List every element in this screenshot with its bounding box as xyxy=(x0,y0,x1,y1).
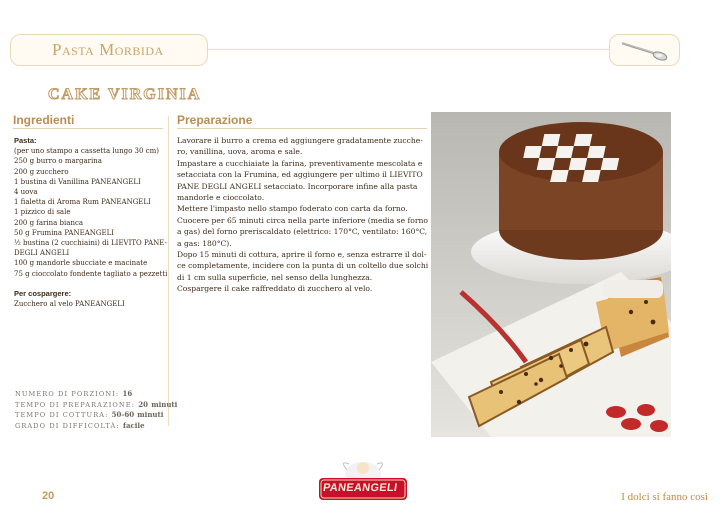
prep-time-unit: minuti xyxy=(151,399,178,409)
ingredients-heading-rule xyxy=(13,128,163,129)
ingredient-line: (per uno stampo a cassetta lungo 30 cm) xyxy=(14,147,159,156)
paneangeli-logo-text: PANEANGELI xyxy=(322,482,399,494)
ingredient-line: DEGLI ANGELI xyxy=(14,249,70,258)
prep-time-label: TEMPO DI PREPARAZIONE: xyxy=(15,400,136,409)
preparation-heading-rule xyxy=(177,128,427,129)
preparation-text xyxy=(177,135,429,295)
cook-time-label: TEMPO DI COTTURA: xyxy=(15,411,109,420)
ingredients-label-topping: Per cospargere: xyxy=(14,288,72,298)
ingredient-line: 1 pizzico di sale xyxy=(14,208,71,217)
difficulty-label: GRADO DI DIFFICOLTÀ: xyxy=(15,421,120,430)
prep-step: Lavorare il burro a crema ed aggiungere gradatamente zucche-ro, vanillina, uova, aroma e sale. xyxy=(177,136,423,157)
prep-step: Cospargere il cake raffreddato di zucchero al velo. xyxy=(177,284,373,294)
ingredient-line: 100 g mandorle sbucciate e macinate xyxy=(14,259,148,268)
prep-step: Impastare a cucchiaiate la farina, preventivamente mescolata e setacciata con la Frumina, ed aggiungere per ultimo il LIEVITO PANE DEGLI ANGELI setacciato. Incorporare infine alla pasta mandorle e cioccolato. xyxy=(177,158,423,203)
cook-time-value: 50-60 xyxy=(111,410,135,420)
ingredient-line: 200 g zucchero xyxy=(14,167,69,176)
ingredients-label-dough: Pasta: xyxy=(14,136,37,145)
header-rule xyxy=(206,49,610,50)
recipe-meta xyxy=(15,389,177,431)
prep-step: Mettere l'impasto nello stampo foderato con carta da forno. xyxy=(177,204,408,214)
cook-time-unit: minuti xyxy=(137,410,164,420)
section-title: Pasta Morbida xyxy=(52,40,164,59)
difficulty-value: facile xyxy=(122,420,145,430)
cake-photo xyxy=(431,112,671,437)
recipe-title: CAKE VIRGINIA xyxy=(48,86,202,103)
portions-value: 16 xyxy=(122,389,133,398)
spoon-icon xyxy=(609,34,680,66)
book-title: I dolci si fanno così xyxy=(621,491,708,503)
ingredient-line: 200 g farina bianca xyxy=(14,218,84,227)
ingredients-list xyxy=(14,136,168,309)
paneangeli-logo xyxy=(313,454,413,504)
prep-step: Cuocere per 65 minuti circa nella parte inferiore (media se forno a gas) del forno preriscaldato (elettrico: 170°C, ventilato: 160°C, a gas: 180°C). xyxy=(177,215,428,248)
ingredient-line: Zucchero al velo PANEANGELI xyxy=(14,300,125,309)
page-number: 20 xyxy=(42,490,55,502)
ingredients-heading: Ingredienti xyxy=(13,113,75,127)
portions-label: NUMERO DI PORZIONI: xyxy=(15,390,120,398)
ingredient-line: 1 fialetta di Aroma Rum PANEANGELI xyxy=(14,198,151,207)
ingredient-line: 1 bustina di Vanillina PANEANGELI xyxy=(14,177,141,186)
ingredient-line: ½ bustina (2 cucchiaini) di LIEVITO PANE- xyxy=(14,239,167,248)
ingredient-line: 50 g Frumina PANEANGELI xyxy=(14,228,114,237)
prep-step: Dopo 15 minuti di cottura, aprire il forno e, senza estrarre il dol-ce completamente, incidere con la punta di un coltello due solchi di 1 cm sulla superficie, nel senso della lunghezza. xyxy=(177,250,429,282)
ingredient-line: 75 g cioccolato fondente tagliato a pezzetti xyxy=(14,269,168,278)
ingredient-line: 4 uova xyxy=(14,188,38,197)
ingredient-line: 250 g burro o margarina xyxy=(14,157,102,166)
preparation-heading: Preparazione xyxy=(177,113,253,127)
column-divider xyxy=(168,116,169,426)
prep-time-value: 20 xyxy=(138,399,148,409)
